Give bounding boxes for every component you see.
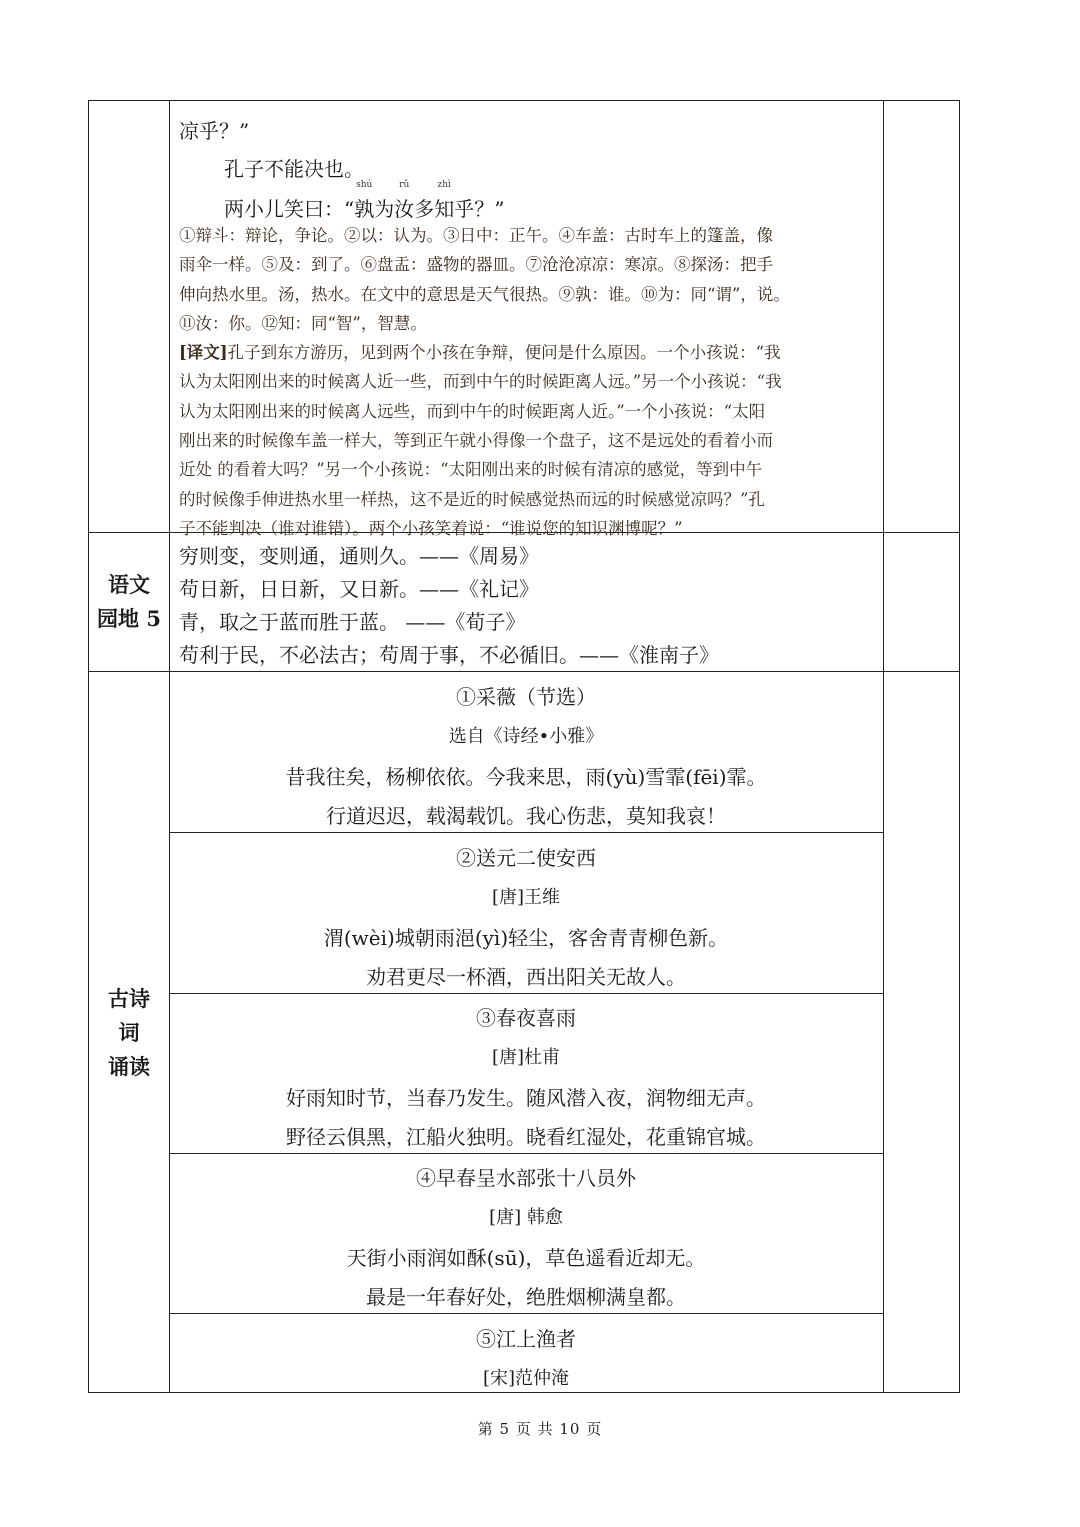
pinyin: rǔ bbox=[399, 180, 410, 190]
translation-line: 子不能判决（谁对谁错）。两个小孩笑着说：“谁说您的知识渊博呢？” bbox=[179, 518, 683, 538]
label-line: 诵读 bbox=[108, 1053, 150, 1079]
ruby-base: 孰 bbox=[354, 197, 375, 221]
label-line: 词 bbox=[118, 1019, 140, 1045]
translation-line bbox=[179, 338, 889, 367]
label-line: 古诗 bbox=[108, 985, 150, 1011]
poem-author: [唐] 韩愈 bbox=[489, 1207, 563, 1228]
translation-tag: [译文] bbox=[179, 343, 228, 363]
section-label bbox=[89, 671, 169, 1394]
poem-divider bbox=[169, 832, 883, 833]
poem-divider bbox=[169, 993, 883, 994]
poem-author: 选自《诗经•小雅》 bbox=[448, 726, 604, 747]
poem-line: 劝君更尽一杯酒，西出阳关无故人。 bbox=[366, 965, 686, 989]
poem-author: [唐]杜甫 bbox=[491, 1047, 561, 1068]
text-suffix: 乎？” bbox=[454, 197, 505, 221]
poem-divider bbox=[169, 1153, 883, 1154]
pinyin: zhì bbox=[437, 180, 451, 190]
poem-line: 行道迟迟，载渴载饥。我心伤悲，莫知我哀！ bbox=[326, 804, 726, 828]
translation-line: 近处 的看着大吗？”另一个小孩说：“太阳刚出来的时候有清凉的感觉，等到中午 bbox=[179, 460, 763, 480]
ruby-base: 知 bbox=[434, 197, 455, 221]
poem-title: ④早春呈水部张十八员外 bbox=[416, 1166, 636, 1190]
ruby-base: 为 bbox=[374, 197, 395, 221]
quote-line: 青，取之于蓝而胜于蓝。 ——《荀子》 bbox=[179, 610, 526, 634]
text-line: 凉乎？” bbox=[179, 119, 250, 143]
ruby-char bbox=[394, 180, 415, 222]
label-line: 语文 bbox=[108, 571, 150, 597]
text-line-ruby bbox=[224, 180, 505, 222]
page-footer: 第 5 页 共 10 页 bbox=[477, 1420, 603, 1438]
poem-line: 昔我往矣，杨柳依依。今我来思，雨(yù)雪霏(fēi)霏。 bbox=[285, 765, 767, 789]
poem-title: ②送元二使安西 bbox=[456, 846, 596, 870]
translation-line: 刚出来的时候像车盖一样大，等到正午就小得像一个盘子，这不是远处的看着小而 bbox=[179, 431, 773, 451]
ruby-char bbox=[374, 193, 394, 222]
poem-author: [宋]范仲淹 bbox=[482, 1368, 570, 1389]
poem-title: ⑤江上渔者 bbox=[476, 1327, 576, 1351]
ruby-char bbox=[434, 180, 455, 222]
ruby-base: 多 bbox=[414, 197, 435, 221]
quote-line: 苟利于民，不必法古；苟周于事，不必循旧。——《淮南子》 bbox=[179, 643, 719, 667]
translation-line: 认为太阳刚出来的时候离人远些，而到中午的时候距离人近。”一个小孩说：“太阳 bbox=[179, 401, 766, 421]
annotation-line: 雨伞一样。⑤及：到了。⑥盘盂：盛物的器皿。⑦沧沧凉凉：寒凉。⑧探汤：把手 bbox=[179, 255, 773, 275]
translation-line: 认为太阳刚出来的时候离人近一些，而到中午的时候距离人远。”另一个小孩说：“我 bbox=[179, 372, 782, 392]
section-label bbox=[89, 532, 169, 671]
translation-text: 孔子到东方游历，见到两个小孩在争辩，便问是什么原因。一个小孩说：“我 bbox=[227, 343, 781, 363]
pinyin: shú bbox=[356, 180, 373, 190]
page-table bbox=[88, 100, 960, 1393]
poem-author: [唐]王维 bbox=[491, 887, 561, 908]
translation-line: 的时候像手伸进热水里一样热，这不是近的时候感觉热而远的时候感觉凉吗？”孔 bbox=[179, 489, 765, 509]
poem-title: ①采薇（节选） bbox=[456, 685, 596, 709]
poem-line: 渭(wèi)城朝雨浥(yì)轻尘，客舍青青柳色新。 bbox=[323, 926, 729, 950]
ruby-char bbox=[414, 193, 434, 222]
poem-line: 好雨知时节，当春乃发生。随风潜入夜，润物细无声。 bbox=[286, 1086, 766, 1110]
quote-line: 苟日新，日日新，又日新。——《礼记》 bbox=[179, 577, 539, 601]
poem-line: 最是一年春好处，绝胜烟柳满皇都。 bbox=[366, 1285, 686, 1309]
poem-line: 野径云俱黑，江船火独明。晓看红湿处，花重锦官城。 bbox=[286, 1125, 766, 1149]
annotation-line: ⑪汝：你。⑫知：同“智”，智慧。 bbox=[179, 313, 427, 333]
text-line: 孔子不能决也。 bbox=[224, 157, 364, 181]
poem-divider bbox=[169, 1313, 883, 1314]
quote-line: 穷则变，变则通，通则久。——《周易》 bbox=[179, 544, 539, 568]
poem-line: 天街小雨润如酥(sū)，草色遥看近却无。 bbox=[346, 1246, 706, 1270]
ruby-char bbox=[354, 180, 375, 222]
text-prefix: 两小儿笑曰：“ bbox=[224, 197, 355, 221]
label-line: 园地 5 bbox=[97, 605, 161, 631]
annotations bbox=[179, 221, 889, 543]
row-divider bbox=[89, 671, 959, 672]
poem-title: ③春夜喜雨 bbox=[476, 1006, 576, 1030]
ruby-base: 汝 bbox=[394, 197, 415, 221]
annotation-line: ①辩斗：辩论，争论。②以：认为。③日中：正午。④车盖：古时车上的篷盖，像 bbox=[179, 226, 773, 245]
annotation-line: 伸向热水里。汤，热水。在文中的意思是天气很热。⑨孰：谁。⑩为：同“谓”，说。 bbox=[179, 284, 790, 304]
